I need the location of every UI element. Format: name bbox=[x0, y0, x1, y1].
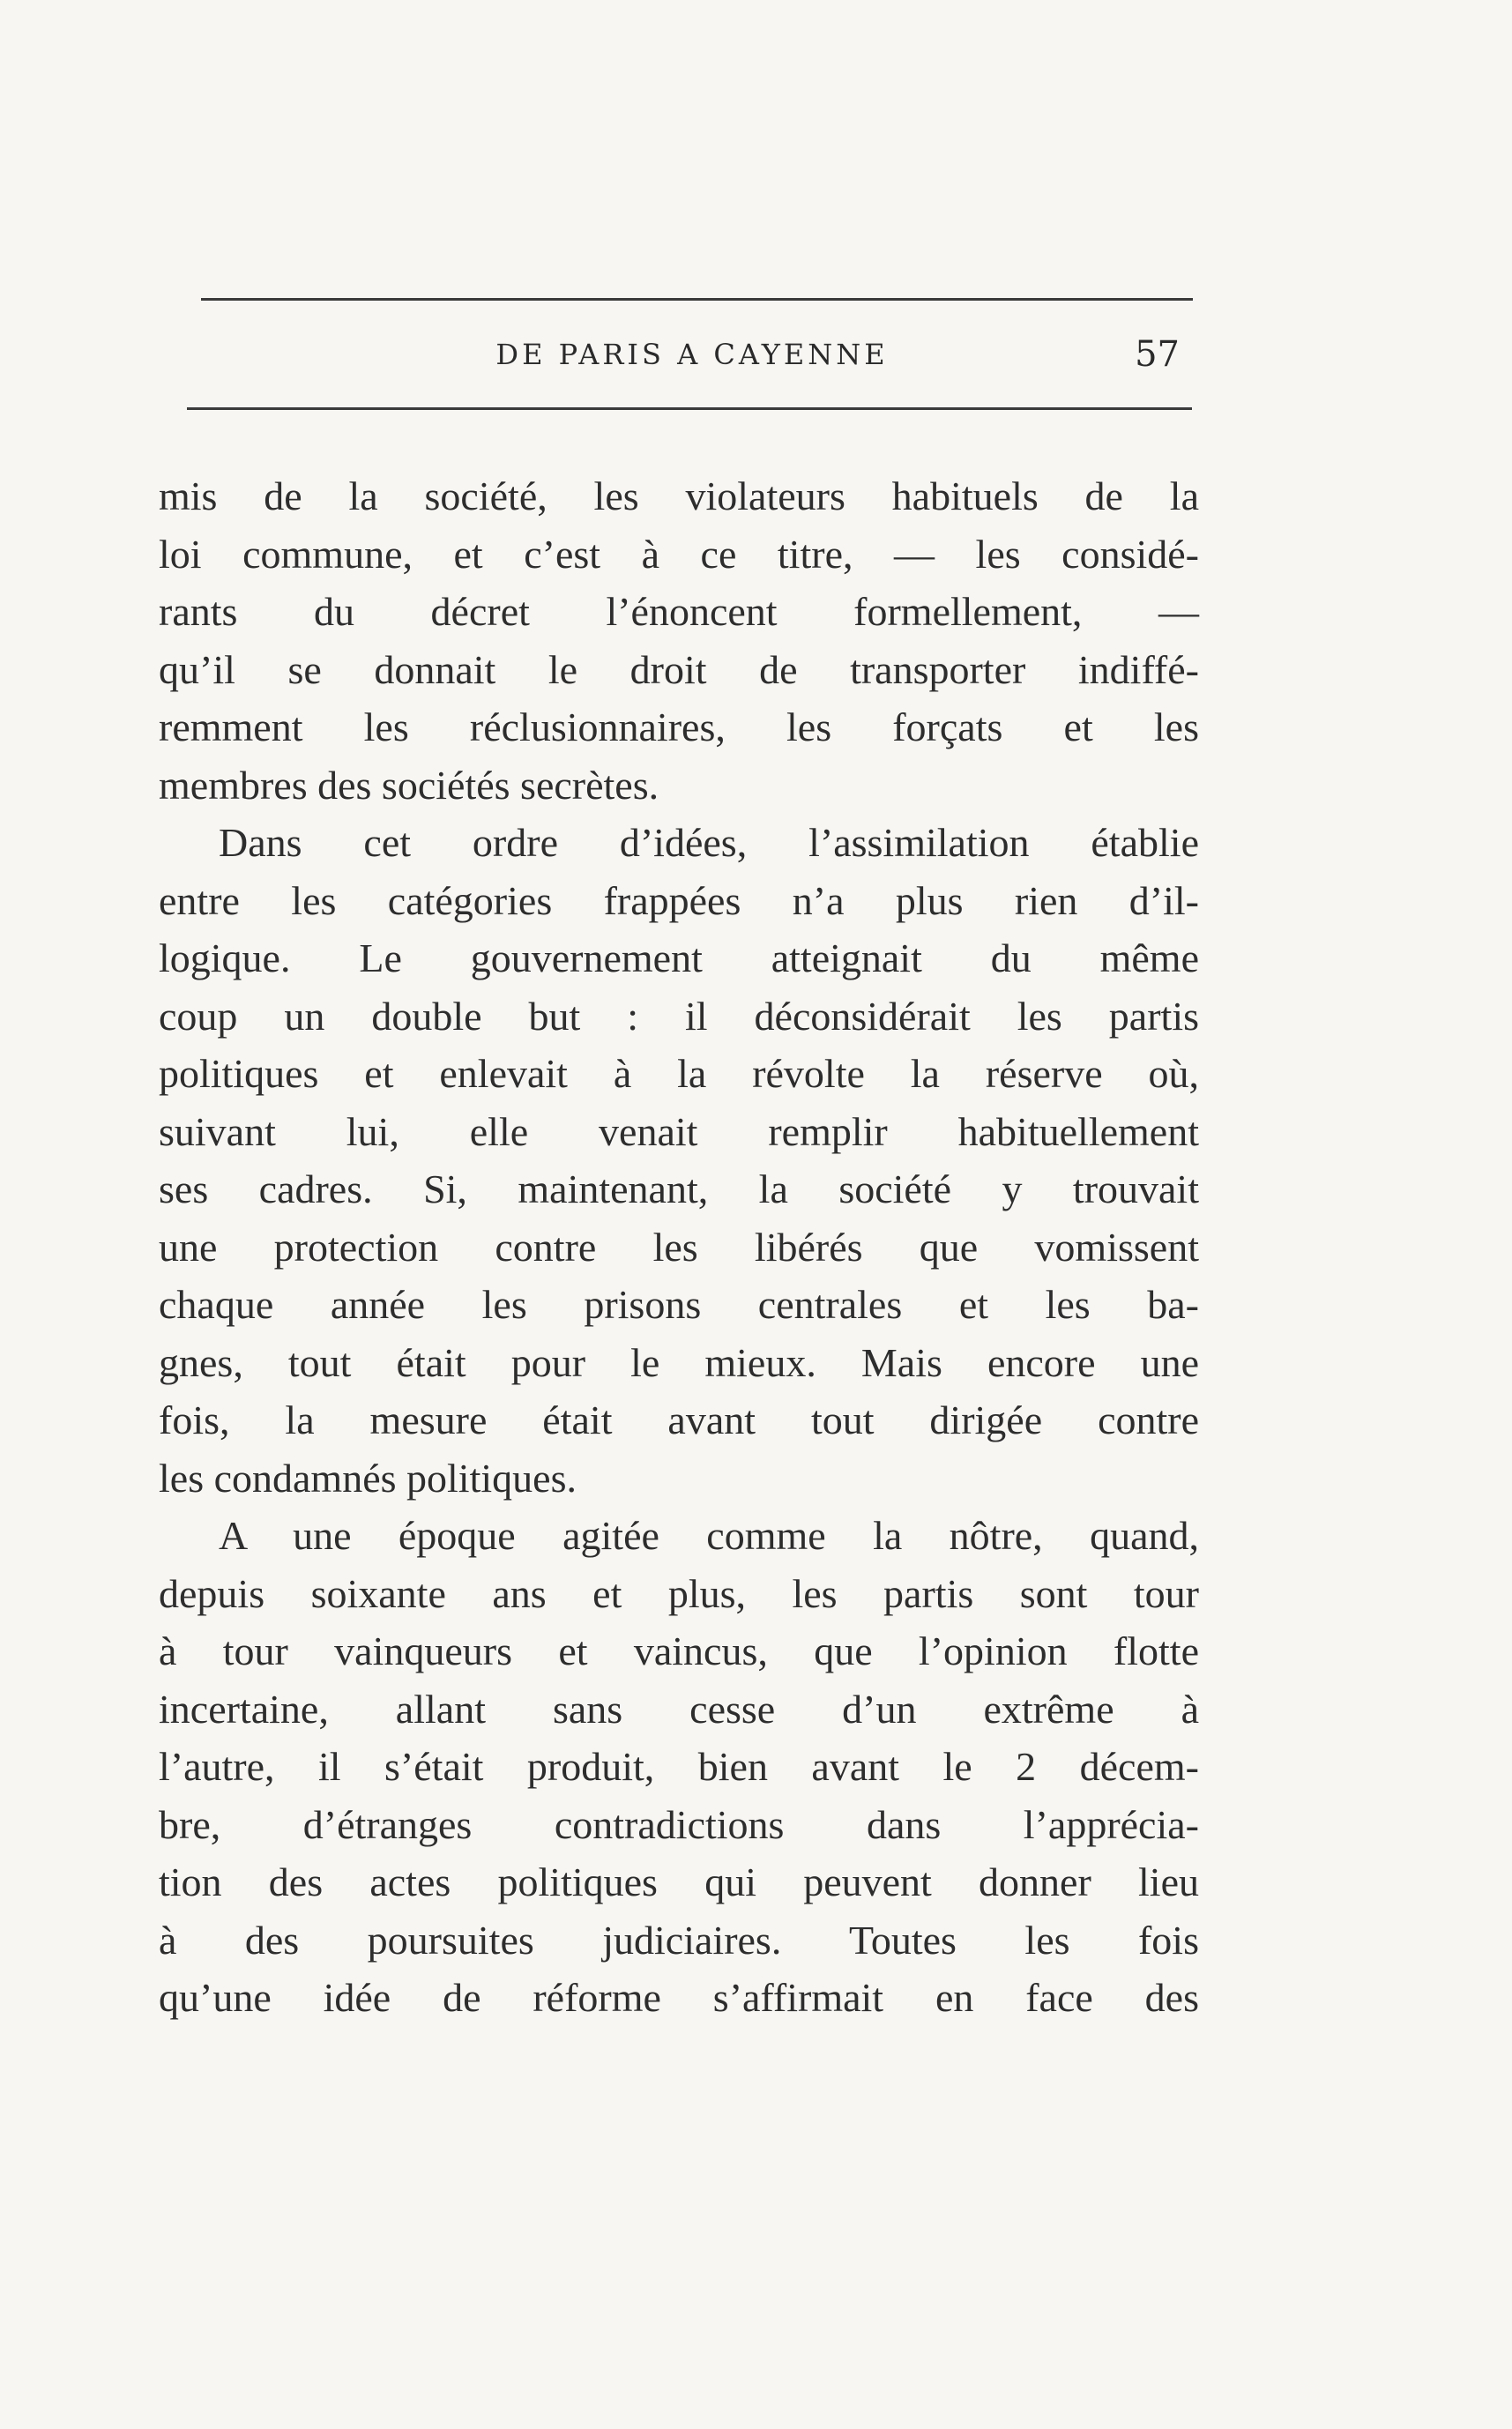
text-line: logique. Le gouvernement atteignait du même bbox=[159, 935, 1199, 980]
body-text bbox=[159, 467, 1199, 2027]
text-line: A une époque agitée comme la nôtre, quand, bbox=[219, 1513, 1199, 1558]
text-line: l’autre, il s’était produit, bien avant le 2 décem- bbox=[159, 1744, 1199, 1789]
text-line: fois, la mesure était avant tout dirigée contre bbox=[159, 1397, 1199, 1442]
text-line: tion des actes politiques qui peuvent donner lieu bbox=[159, 1859, 1199, 1904]
text-line: qu’une idée de réforme s’affirmait en face des bbox=[159, 1975, 1199, 2020]
text-line: loi commune, et c’est à ce titre, — les considé- bbox=[159, 531, 1199, 577]
page-number: 57 bbox=[1135, 334, 1180, 375]
text-line: une protection contre les libérés que vomissent bbox=[159, 1224, 1199, 1270]
text-line: Dans cet ordre d’idées, l’assimilation établie bbox=[219, 820, 1199, 865]
text-line: coup un double but : il déconsidérait les partis bbox=[159, 993, 1199, 1039]
text-line: politiques et enlevait à la révolte la réserve où, bbox=[159, 1051, 1199, 1096]
text-line: à des poursuites judiciaires. Toutes les fois bbox=[159, 1917, 1199, 1963]
text-line: suivant lui, elle venait remplir habituellement bbox=[159, 1108, 1199, 1154]
running-title: DE PARIS A CAYENNE bbox=[495, 338, 889, 371]
text-line: les condamnés politiques. bbox=[159, 1455, 577, 1501]
text-line: bre, d’étranges contradictions dans l’apprécia- bbox=[159, 1801, 1199, 1847]
text-line: chaque année les prisons centrales et les ba- bbox=[159, 1282, 1199, 1327]
header-bottom-rule bbox=[187, 407, 1192, 410]
running-head bbox=[185, 328, 1199, 381]
text-line: qu’il se donnait le droit de transporter indiffé- bbox=[159, 646, 1199, 692]
text-line: gnes, tout était pour le mieux. Mais encore une bbox=[159, 1339, 1199, 1385]
text-line: rants du décret l’énoncent formellement, — bbox=[159, 589, 1199, 634]
text-line: entre les catégories frappées n’a plus rien d’il- bbox=[159, 877, 1199, 923]
text-line: depuis soixante ans et plus, les partis sont tour bbox=[159, 1570, 1199, 1616]
text-line: remment les réclusionnaires, les forçats et les bbox=[159, 704, 1199, 749]
text-line: ses cadres. Si, maintenant, la société y trouvait bbox=[159, 1166, 1199, 1211]
text-line: membres des sociétés secrètes. bbox=[159, 762, 659, 808]
text-line: à tour vainqueurs et vaincus, que l’opinion flotte bbox=[159, 1628, 1199, 1673]
header-top-rule bbox=[201, 298, 1193, 301]
text-line: incertaine, allant sans cesse d’un extrême à bbox=[159, 1686, 1199, 1732]
text-line: mis de la société, les violateurs habituels de la bbox=[159, 473, 1199, 518]
